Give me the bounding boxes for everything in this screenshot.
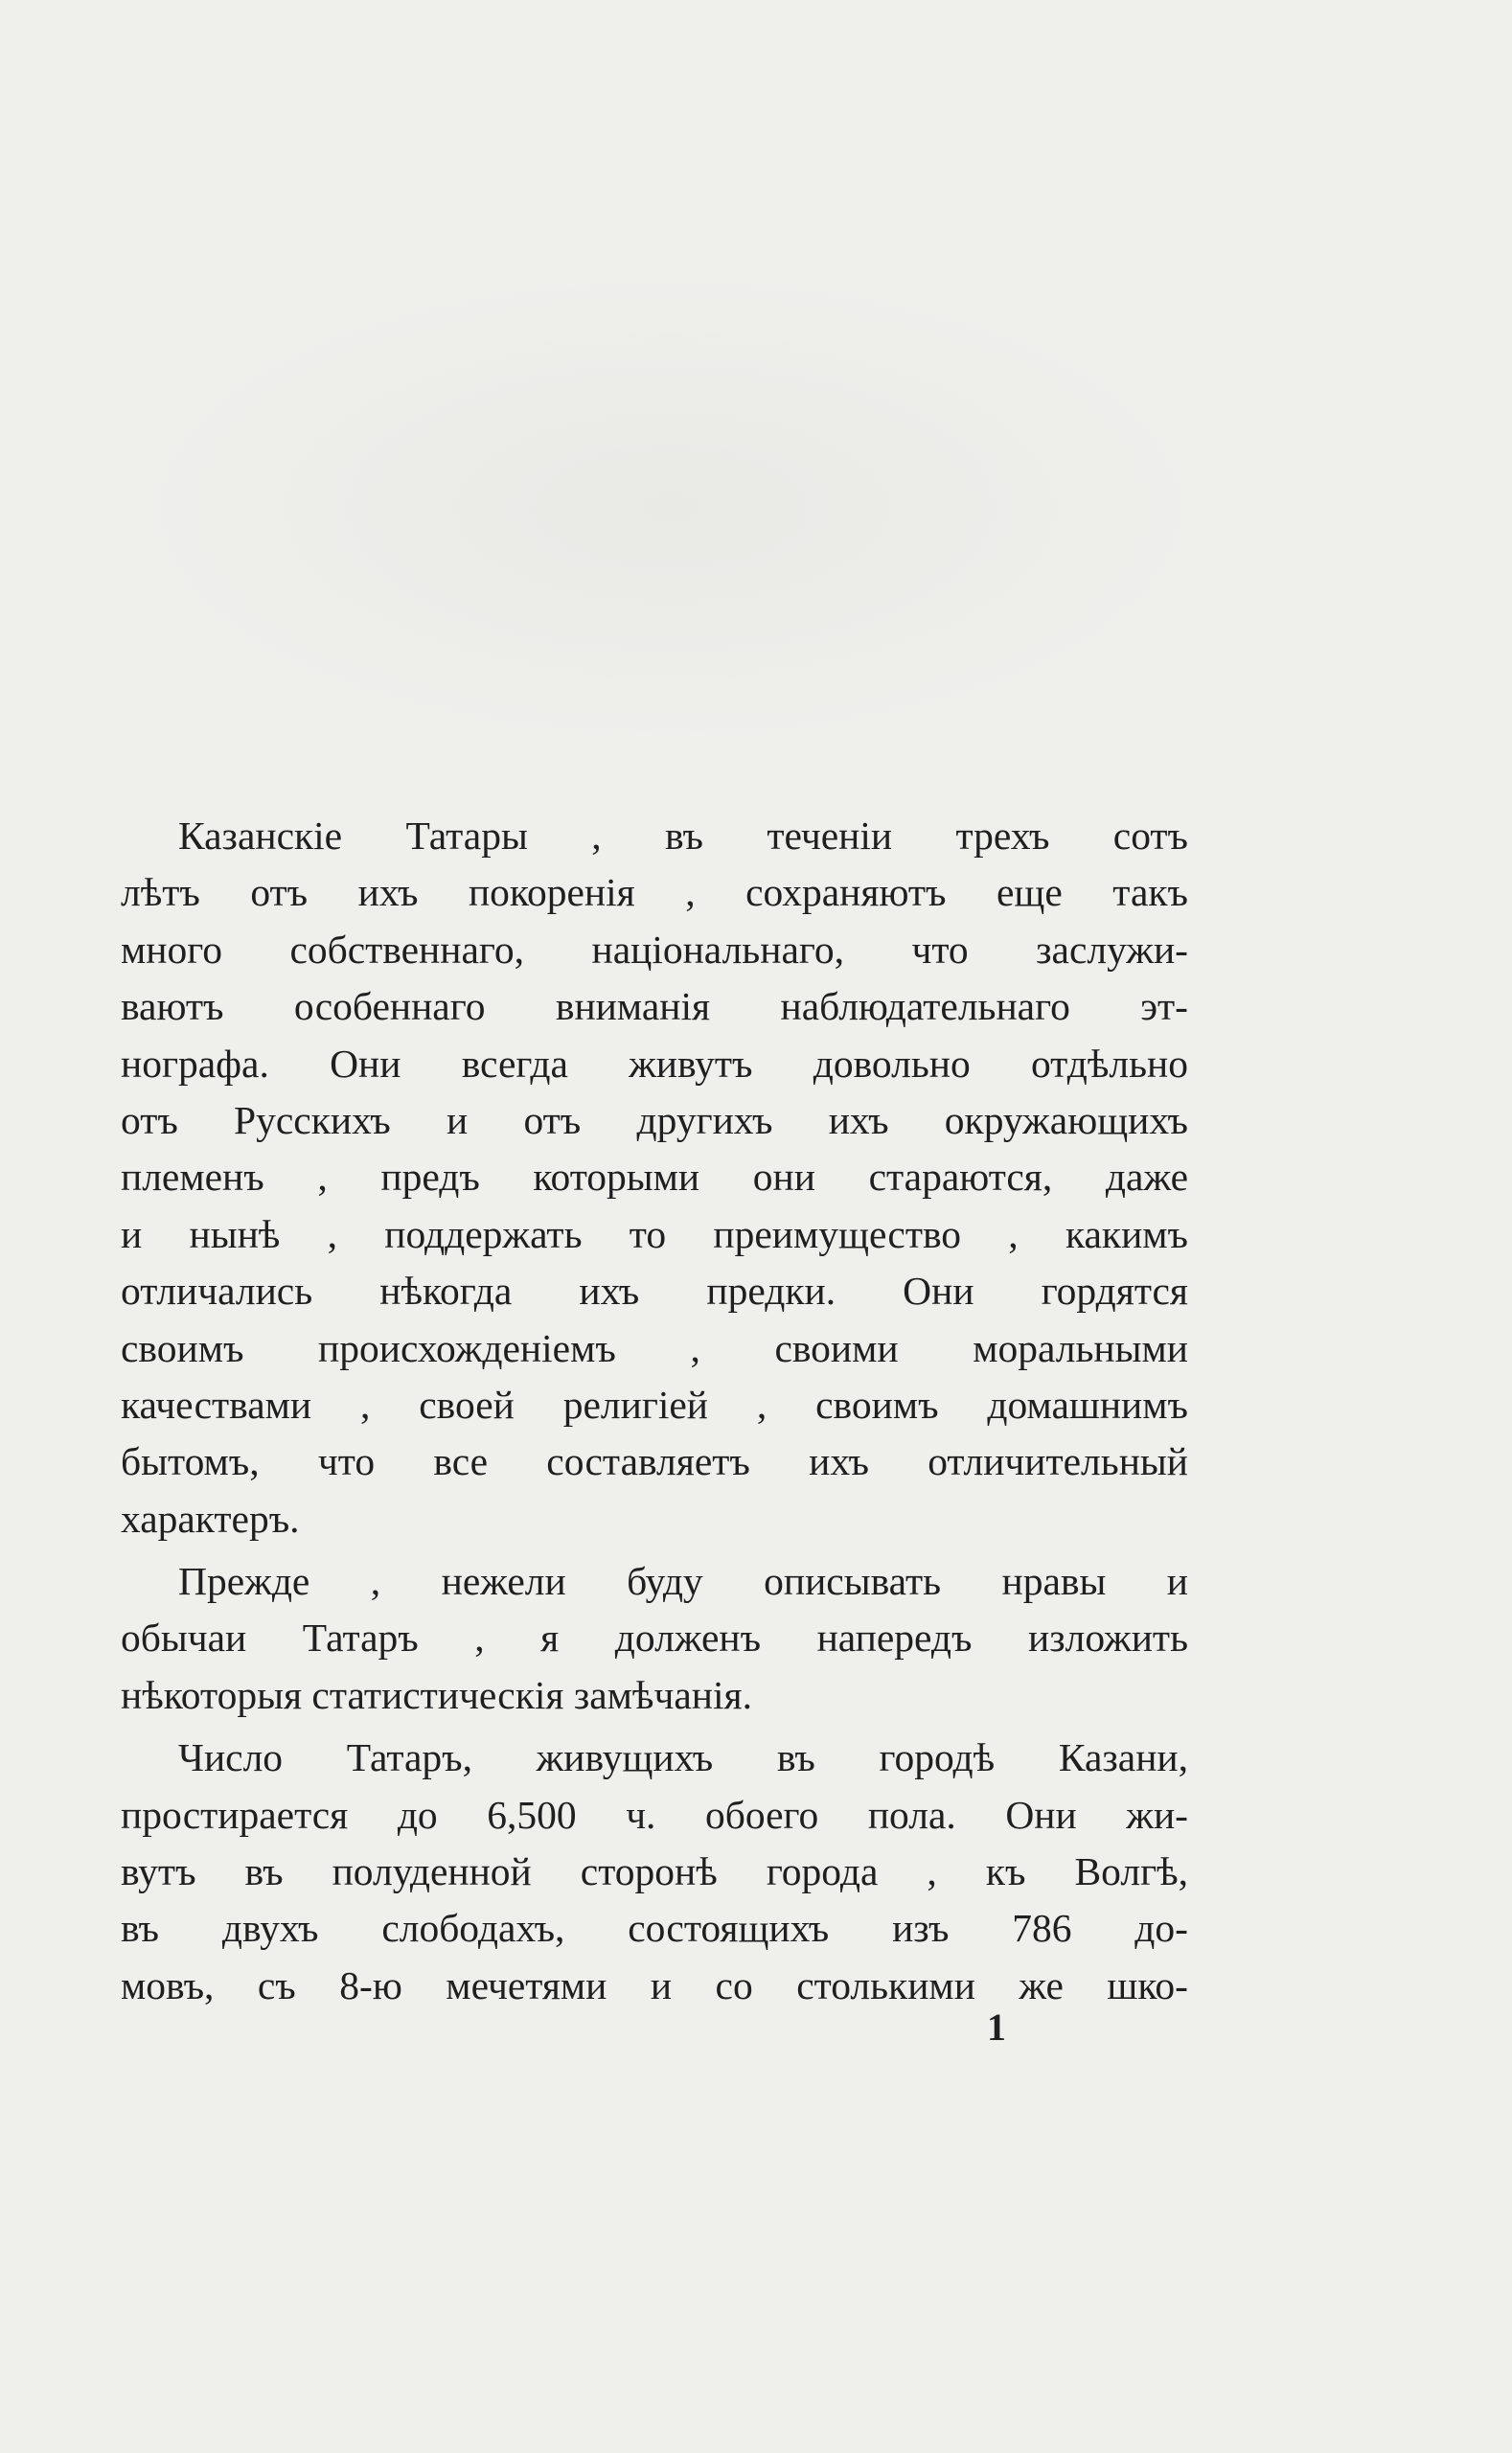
text-line: качествами , своей религіей , своимъ домашнимъ bbox=[121, 1382, 1188, 1427]
body-text bbox=[121, 808, 1188, 2014]
text-line: мовъ, съ 8-ю мечетями и со столькими же шко- bbox=[121, 1962, 1188, 2007]
bleed-through-shadow bbox=[125, 268, 1217, 747]
text-line: характеръ. bbox=[121, 1496, 300, 1541]
text-line: отъ Русскихъ и отъ другихъ ихъ окружающихъ bbox=[121, 1097, 1188, 1142]
text-line: лѣтъ отъ ихъ покоренія , сохраняютъ еще такъ bbox=[121, 870, 1188, 915]
text-line: въ двухъ слободахъ, состоящихъ изъ 786 до- bbox=[121, 1906, 1188, 1951]
text-line: нографа. Они всегда живутъ довольно отдѣльно bbox=[121, 1041, 1188, 1086]
text-line: ваютъ особеннаго вниманія наблюдательнаго эт- bbox=[121, 984, 1188, 1029]
text-line: обычаи Татаръ , я долженъ напередъ изложить bbox=[121, 1616, 1188, 1661]
text-line: племенъ , предъ которыми они стараются, даже bbox=[121, 1155, 1188, 1200]
text-line: много собственнаго, національнаго, что заслужи- bbox=[121, 927, 1188, 972]
text-line: Казанскіе Татары , въ теченіи трехъ сотъ bbox=[178, 814, 1188, 858]
text-line: Число Татаръ, живущихъ въ городѣ Казани, bbox=[178, 1735, 1188, 1780]
text-line: простирается до 6,500 ч. обоего пола. Они жи- bbox=[121, 1792, 1188, 1837]
text-line: и нынѣ , поддержать то преимущество , какимъ bbox=[121, 1211, 1188, 1256]
text-line: бытомъ, что все составляетъ ихъ отличительный bbox=[121, 1439, 1188, 1484]
text-line: Прежде , нежели буду описывать нравы и bbox=[178, 1559, 1188, 1604]
text-line: вутъ въ полуденной сторонѣ города , къ Волгѣ, bbox=[121, 1849, 1188, 1894]
text-line: своимъ происхожденіемъ , своими моральными bbox=[121, 1325, 1188, 1370]
text-line: нѣкоторыя статистическія замѣчанія. bbox=[121, 1672, 752, 1717]
text-line: отличались нѣкогда ихъ предки. Они гордятся bbox=[121, 1269, 1188, 1314]
page-number: 1 bbox=[987, 2006, 1006, 2049]
